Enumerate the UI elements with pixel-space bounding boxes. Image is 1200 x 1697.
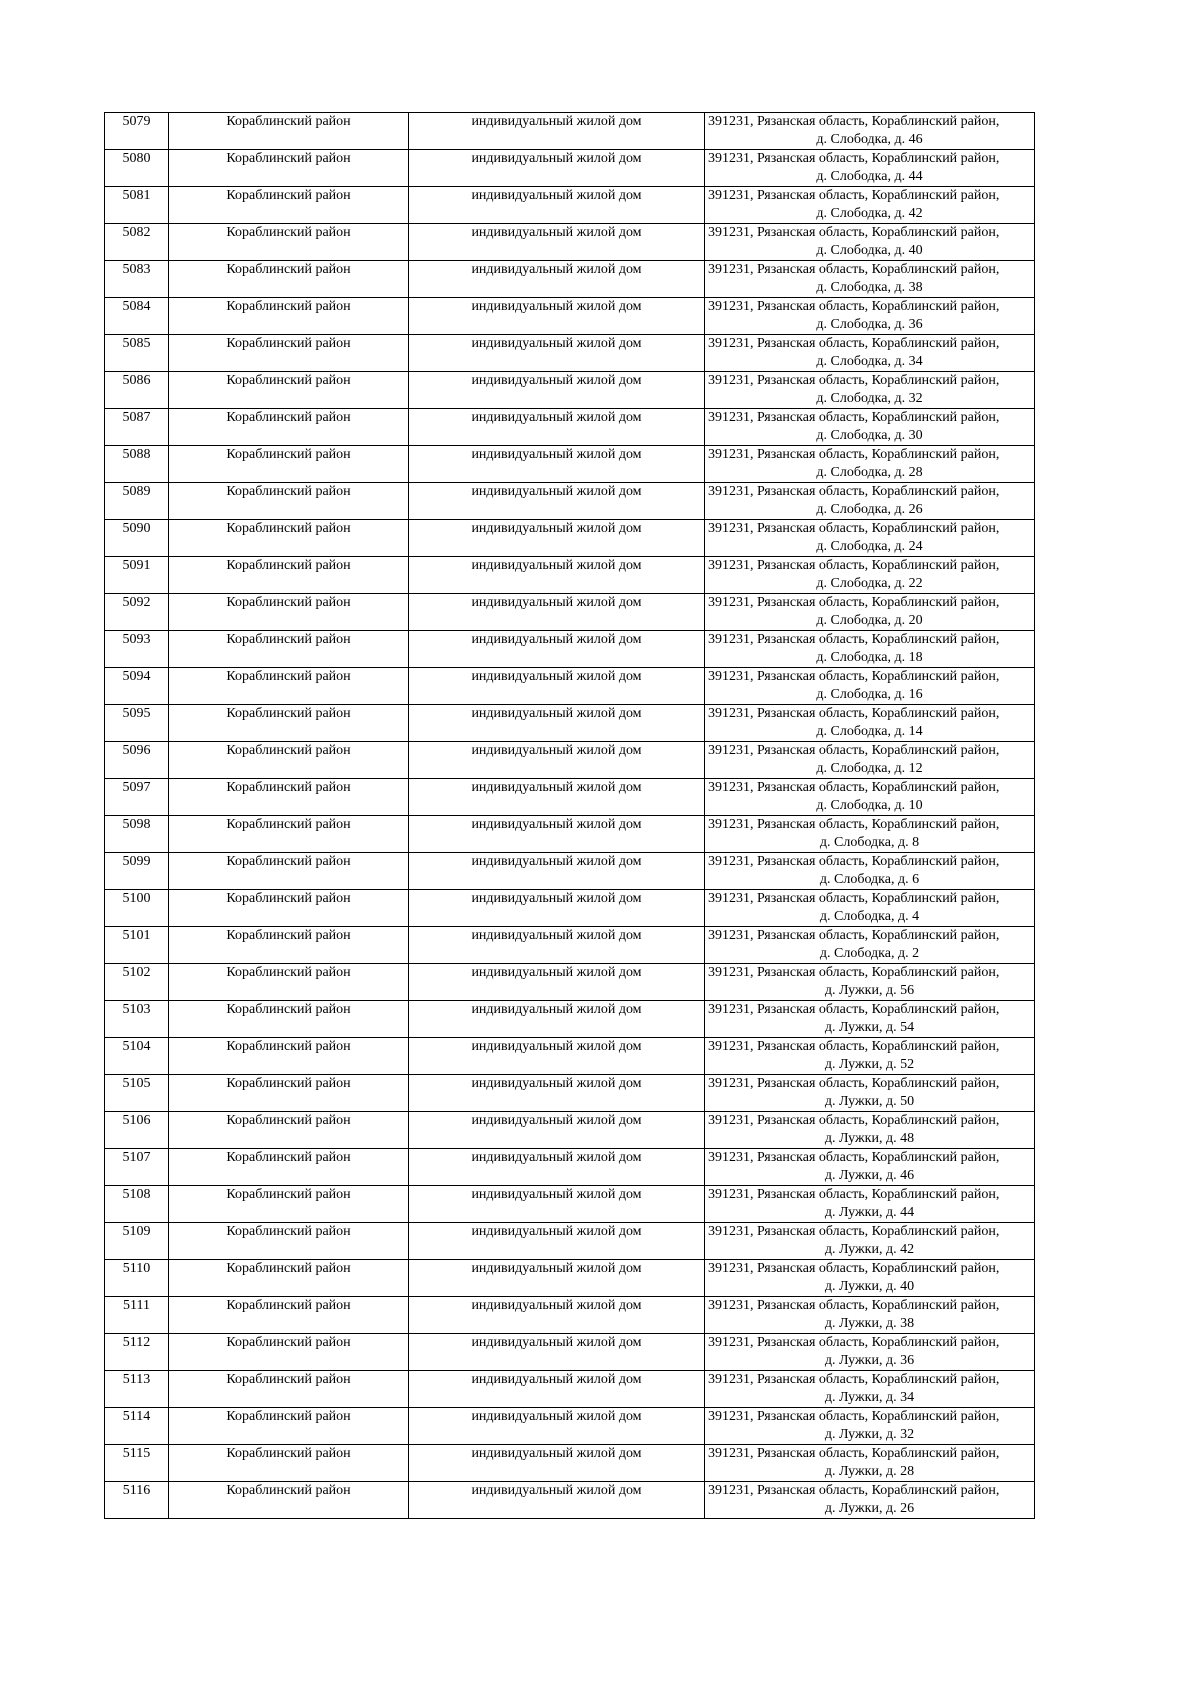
address-line-house: д. Слободка, д. 6: [819, 872, 920, 887]
address-line-house: д. Слободка, д. 2: [819, 946, 920, 961]
row-number-cell: 5109: [105, 1223, 169, 1260]
address-line-house: д. Лужки, д. 36: [824, 1353, 915, 1368]
row-number-cell: 5106: [105, 1112, 169, 1149]
district-cell: Кораблинский район: [169, 1149, 409, 1186]
table-row: [105, 298, 1035, 335]
address-line-region: 391231, Рязанская область, Кораблинский район,: [708, 1409, 1000, 1424]
row-number-cell: 5113: [105, 1371, 169, 1408]
object-type-cell: индивидуальный жилой дом: [409, 446, 705, 483]
object-type-cell: индивидуальный жилой дом: [409, 372, 705, 409]
address-line-house: д. Лужки, д. 52: [824, 1057, 915, 1072]
object-type-cell: индивидуальный жилой дом: [409, 705, 705, 742]
district-cell: Кораблинский район: [169, 113, 409, 150]
table-row: [105, 409, 1035, 446]
table-row: [105, 742, 1035, 779]
address-line-house: д. Слободка, д. 18: [816, 650, 923, 665]
row-number-cell: 5114: [105, 1408, 169, 1445]
row-number-cell: 5091: [105, 557, 169, 594]
object-type-cell: индивидуальный жилой дом: [409, 187, 705, 224]
object-type-cell: индивидуальный жилой дом: [409, 1075, 705, 1112]
address-line-region: 391231, Рязанская область, Кораблинский район,: [708, 706, 1000, 721]
address-line-region: 391231, Рязанская область, Кораблинский район,: [708, 373, 1000, 388]
table-row: [105, 1260, 1035, 1297]
table-row: [105, 113, 1035, 150]
row-number-cell: 5100: [105, 890, 169, 927]
address-line-region: 391231, Рязанская область, Кораблинский район,: [708, 965, 1000, 980]
district-cell: Кораблинский район: [169, 927, 409, 964]
address-line-house: д. Лужки, д. 32: [824, 1427, 915, 1442]
object-type-cell: индивидуальный жилой дом: [409, 298, 705, 335]
table-row: [105, 1038, 1035, 1075]
district-cell: Кораблинский район: [169, 298, 409, 335]
object-type-cell: индивидуальный жилой дом: [409, 1297, 705, 1334]
table-row: [105, 705, 1035, 742]
district-cell: Кораблинский район: [169, 446, 409, 483]
address-line-house: д. Слободка, д. 10: [816, 798, 923, 813]
row-number-cell: 5099: [105, 853, 169, 890]
address-line-region: 391231, Рязанская область, Кораблинский район,: [708, 1224, 1000, 1239]
address-cell: [705, 298, 1035, 335]
object-type-cell: индивидуальный жилой дом: [409, 1186, 705, 1223]
object-type-cell: индивидуальный жилой дом: [409, 150, 705, 187]
row-number-cell: 5096: [105, 742, 169, 779]
address-line-house: д. Слободка, д. 42: [816, 206, 923, 221]
table-row: [105, 557, 1035, 594]
object-type-cell: индивидуальный жилой дом: [409, 927, 705, 964]
address-line-region: 391231, Рязанская область, Кораблинский район,: [708, 1372, 1000, 1387]
address-cell: [705, 187, 1035, 224]
object-type-cell: индивидуальный жилой дом: [409, 520, 705, 557]
district-cell: Кораблинский район: [169, 1297, 409, 1334]
table-row: [105, 150, 1035, 187]
district-cell: Кораблинский район: [169, 1075, 409, 1112]
address-cell: [705, 927, 1035, 964]
row-number-cell: 5107: [105, 1149, 169, 1186]
address-line-house: д. Слободка, д. 44: [816, 169, 923, 184]
address-line-region: 391231, Рязанская область, Кораблинский район,: [708, 817, 1000, 832]
address-line-region: 391231, Рязанская область, Кораблинский район,: [708, 521, 1000, 536]
address-line-house: д. Лужки, д. 46: [824, 1168, 915, 1183]
address-cell: [705, 1445, 1035, 1482]
address-line-region: 391231, Рязанская область, Кораблинский район,: [708, 595, 1000, 610]
address-cell: [705, 1334, 1035, 1371]
object-type-cell: индивидуальный жилой дом: [409, 853, 705, 890]
object-type-cell: индивидуальный жилой дом: [409, 594, 705, 631]
table-row: [105, 1297, 1035, 1334]
object-type-cell: индивидуальный жилой дом: [409, 1445, 705, 1482]
district-cell: Кораблинский район: [169, 372, 409, 409]
address-line-house: д. Лужки, д. 56: [824, 983, 915, 998]
object-type-cell: индивидуальный жилой дом: [409, 409, 705, 446]
table-row: [105, 1334, 1035, 1371]
address-cell: [705, 483, 1035, 520]
object-type-cell: индивидуальный жилой дом: [409, 483, 705, 520]
row-number-cell: 5089: [105, 483, 169, 520]
row-number-cell: 5085: [105, 335, 169, 372]
address-line-house: д. Лужки, д. 34: [824, 1390, 915, 1405]
address-cell: [705, 668, 1035, 705]
object-type-cell: индивидуальный жилой дом: [409, 816, 705, 853]
object-type-cell: индивидуальный жилой дом: [409, 335, 705, 372]
district-cell: Кораблинский район: [169, 779, 409, 816]
address-line-house: д. Лужки, д. 38: [824, 1316, 915, 1331]
address-cell: [705, 261, 1035, 298]
address-line-region: 391231, Рязанская область, Кораблинский район,: [708, 410, 1000, 425]
district-cell: Кораблинский район: [169, 557, 409, 594]
address-line-region: 391231, Рязанская область, Кораблинский район,: [708, 632, 1000, 647]
object-type-cell: индивидуальный жилой дом: [409, 890, 705, 927]
address-line-house: д. Лужки, д. 54: [824, 1020, 915, 1035]
address-line-region: 391231, Рязанская область, Кораблинский район,: [708, 151, 1000, 166]
table-row: [105, 1075, 1035, 1112]
address-line-region: 391231, Рязанская область, Кораблинский район,: [708, 225, 1000, 240]
row-number-cell: 5108: [105, 1186, 169, 1223]
row-number-cell: 5105: [105, 1075, 169, 1112]
object-type-cell: индивидуальный жилой дом: [409, 964, 705, 1001]
district-cell: Кораблинский район: [169, 1445, 409, 1482]
district-cell: Кораблинский район: [169, 150, 409, 187]
row-number-cell: 5080: [105, 150, 169, 187]
address-line-region: 391231, Рязанская область, Кораблинский район,: [708, 114, 1000, 129]
address-cell: [705, 1149, 1035, 1186]
address-line-region: 391231, Рязанская область, Кораблинский район,: [708, 1076, 1000, 1091]
table-row: [105, 446, 1035, 483]
address-cell: [705, 1001, 1035, 1038]
address-cell: [705, 631, 1035, 668]
district-cell: Кораблинский район: [169, 409, 409, 446]
address-line-house: д. Слободка, д. 34: [816, 354, 923, 369]
address-cell: [705, 1371, 1035, 1408]
address-line-house: д. Слободка, д. 40: [816, 243, 923, 258]
district-cell: Кораблинский район: [169, 520, 409, 557]
address-cell: [705, 1297, 1035, 1334]
address-cell: [705, 150, 1035, 187]
row-number-cell: 5110: [105, 1260, 169, 1297]
address-line-region: 391231, Рязанская область, Кораблинский район,: [708, 1446, 1000, 1461]
row-number-cell: 5087: [105, 409, 169, 446]
address-line-house: д. Слободка, д. 38: [816, 280, 923, 295]
district-cell: Кораблинский район: [169, 187, 409, 224]
address-line-region: 391231, Рязанская область, Кораблинский район,: [708, 1335, 1000, 1350]
district-cell: Кораблинский район: [169, 1260, 409, 1297]
address-line-region: 391231, Рязанская область, Кораблинский район,: [708, 1261, 1000, 1276]
address-line-region: 391231, Рязанская область, Кораблинский район,: [708, 1187, 1000, 1202]
row-number-cell: 5101: [105, 927, 169, 964]
table-row: [105, 890, 1035, 927]
table-row: [105, 372, 1035, 409]
district-cell: Кораблинский район: [169, 853, 409, 890]
address-line-region: 391231, Рязанская область, Кораблинский район,: [708, 1150, 1000, 1165]
address-cell: [705, 557, 1035, 594]
address-line-region: 391231, Рязанская область, Кораблинский район,: [708, 1298, 1000, 1313]
table-row: [105, 816, 1035, 853]
address-line-house: д. Слободка, д. 4: [819, 909, 920, 924]
district-cell: Кораблинский район: [169, 631, 409, 668]
object-type-cell: индивидуальный жилой дом: [409, 1149, 705, 1186]
address-line-house: д. Слободка, д. 26: [816, 502, 923, 517]
table-row: [105, 594, 1035, 631]
table-body: [105, 113, 1035, 1519]
address-line-region: 391231, Рязанская область, Кораблинский район,: [708, 928, 1000, 943]
address-line-region: 391231, Рязанская область, Кораблинский район,: [708, 1002, 1000, 1017]
table-row: [105, 853, 1035, 890]
address-line-house: д. Лужки, д. 44: [824, 1205, 915, 1220]
row-number-cell: 5111: [105, 1297, 169, 1334]
address-cell: [705, 964, 1035, 1001]
address-cell: [705, 372, 1035, 409]
address-line-region: 391231, Рязанская область, Кораблинский район,: [708, 188, 1000, 203]
object-type-cell: индивидуальный жилой дом: [409, 1334, 705, 1371]
address-cell: [705, 335, 1035, 372]
address-cell: [705, 1260, 1035, 1297]
address-line-house: д. Слободка, д. 16: [816, 687, 923, 702]
address-line-house: д. Слободка, д. 46: [816, 132, 923, 147]
address-line-region: 391231, Рязанская область, Кораблинский район,: [708, 669, 1000, 684]
table-row: [105, 1001, 1035, 1038]
object-type-cell: индивидуальный жилой дом: [409, 1408, 705, 1445]
address-line-region: 391231, Рязанская область, Кораблинский район,: [708, 743, 1000, 758]
row-number-cell: 5093: [105, 631, 169, 668]
address-line-region: 391231, Рязанская область, Кораблинский район,: [708, 447, 1000, 462]
district-cell: Кораблинский район: [169, 483, 409, 520]
table-row: [105, 261, 1035, 298]
district-cell: Кораблинский район: [169, 1371, 409, 1408]
district-cell: Кораблинский район: [169, 742, 409, 779]
district-cell: Кораблинский район: [169, 1001, 409, 1038]
address-line-house: д. Слободка, д. 24: [816, 539, 923, 554]
district-cell: Кораблинский район: [169, 594, 409, 631]
district-cell: Кораблинский район: [169, 1223, 409, 1260]
row-number-cell: 5116: [105, 1482, 169, 1519]
table-row: [105, 1482, 1035, 1519]
row-number-cell: 5088: [105, 446, 169, 483]
row-number-cell: 5090: [105, 520, 169, 557]
address-cell: [705, 853, 1035, 890]
row-number-cell: 5097: [105, 779, 169, 816]
row-number-cell: 5079: [105, 113, 169, 150]
row-number-cell: 5084: [105, 298, 169, 335]
address-line-house: д. Лужки, д. 48: [824, 1131, 915, 1146]
address-cell: [705, 520, 1035, 557]
address-cell: [705, 705, 1035, 742]
table-row: [105, 1186, 1035, 1223]
address-line-region: 391231, Рязанская область, Кораблинский район,: [708, 854, 1000, 869]
table-row: [105, 779, 1035, 816]
address-line-region: 391231, Рязанская область, Кораблинский район,: [708, 299, 1000, 314]
address-line-house: д. Слободка, д. 36: [816, 317, 923, 332]
address-line-house: д. Слободка, д. 28: [816, 465, 923, 480]
address-cell: [705, 409, 1035, 446]
address-table: [104, 112, 1035, 1519]
address-line-house: д. Слободка, д. 30: [816, 428, 923, 443]
object-type-cell: индивидуальный жилой дом: [409, 113, 705, 150]
row-number-cell: 5086: [105, 372, 169, 409]
address-cell: [705, 890, 1035, 927]
address-cell: [705, 113, 1035, 150]
address-cell: [705, 446, 1035, 483]
table-row: [105, 964, 1035, 1001]
address-cell: [705, 1408, 1035, 1445]
object-type-cell: индивидуальный жилой дом: [409, 1001, 705, 1038]
table-row: [105, 1112, 1035, 1149]
address-line-house: д. Лужки, д. 26: [824, 1501, 915, 1516]
row-number-cell: 5092: [105, 594, 169, 631]
district-cell: Кораблинский район: [169, 1334, 409, 1371]
table-row: [105, 187, 1035, 224]
address-cell: [705, 1482, 1035, 1519]
district-cell: Кораблинский район: [169, 1038, 409, 1075]
table-row: [105, 1223, 1035, 1260]
object-type-cell: индивидуальный жилой дом: [409, 557, 705, 594]
address-line-region: 391231, Рязанская область, Кораблинский район,: [708, 558, 1000, 573]
district-cell: Кораблинский район: [169, 705, 409, 742]
row-number-cell: 5082: [105, 224, 169, 261]
row-number-cell: 5102: [105, 964, 169, 1001]
table-row: [105, 483, 1035, 520]
address-cell: [705, 1186, 1035, 1223]
district-cell: Кораблинский район: [169, 1482, 409, 1519]
address-line-region: 391231, Рязанская область, Кораблинский район,: [708, 891, 1000, 906]
object-type-cell: индивидуальный жилой дом: [409, 1482, 705, 1519]
table-row: [105, 1371, 1035, 1408]
address-line-house: д. Слободка, д. 32: [816, 391, 923, 406]
row-number-cell: 5094: [105, 668, 169, 705]
address-line-house: д. Слободка, д. 8: [819, 835, 920, 850]
address-cell: [705, 779, 1035, 816]
address-cell: [705, 816, 1035, 853]
address-cell: [705, 594, 1035, 631]
address-line-house: д. Лужки, д. 28: [824, 1464, 915, 1479]
object-type-cell: индивидуальный жилой дом: [409, 779, 705, 816]
address-line-house: д. Слободка, д. 12: [816, 761, 923, 776]
object-type-cell: индивидуальный жилой дом: [409, 224, 705, 261]
address-line-region: 391231, Рязанская область, Кораблинский район,: [708, 780, 1000, 795]
district-cell: Кораблинский район: [169, 335, 409, 372]
address-cell: [705, 1223, 1035, 1260]
address-line-house: д. Лужки, д. 42: [824, 1242, 915, 1257]
row-number-cell: 5103: [105, 1001, 169, 1038]
object-type-cell: индивидуальный жилой дом: [409, 1038, 705, 1075]
table-row: [105, 668, 1035, 705]
table-row: [105, 1149, 1035, 1186]
address-cell: [705, 224, 1035, 261]
object-type-cell: индивидуальный жилой дом: [409, 1112, 705, 1149]
object-type-cell: индивидуальный жилой дом: [409, 668, 705, 705]
row-number-cell: 5098: [105, 816, 169, 853]
table-row: [105, 224, 1035, 261]
address-cell: [705, 1112, 1035, 1149]
object-type-cell: индивидуальный жилой дом: [409, 1223, 705, 1260]
address-line-house: д. Лужки, д. 50: [824, 1094, 915, 1109]
district-cell: Кораблинский район: [169, 890, 409, 927]
object-type-cell: индивидуальный жилой дом: [409, 631, 705, 668]
district-cell: Кораблинский район: [169, 1408, 409, 1445]
table-row: [105, 520, 1035, 557]
district-cell: Кораблинский район: [169, 1112, 409, 1149]
district-cell: Кораблинский район: [169, 1186, 409, 1223]
district-cell: Кораблинский район: [169, 668, 409, 705]
address-cell: [705, 1038, 1035, 1075]
row-number-cell: 5104: [105, 1038, 169, 1075]
row-number-cell: 5081: [105, 187, 169, 224]
address-line-region: 391231, Рязанская область, Кораблинский район,: [708, 1483, 1000, 1498]
object-type-cell: индивидуальный жилой дом: [409, 1260, 705, 1297]
address-line-region: 391231, Рязанская область, Кораблинский район,: [708, 336, 1000, 351]
row-number-cell: 5095: [105, 705, 169, 742]
row-number-cell: 5083: [105, 261, 169, 298]
district-cell: Кораблинский район: [169, 224, 409, 261]
district-cell: Кораблинский район: [169, 261, 409, 298]
table-row: [105, 927, 1035, 964]
table-row: [105, 1408, 1035, 1445]
row-number-cell: 5112: [105, 1334, 169, 1371]
address-line-house: д. Слободка, д. 20: [816, 613, 923, 628]
table-row: [105, 1445, 1035, 1482]
address-line-house: д. Слободка, д. 14: [816, 724, 923, 739]
object-type-cell: индивидуальный жилой дом: [409, 1371, 705, 1408]
address-line-region: 391231, Рязанская область, Кораблинский район,: [708, 1039, 1000, 1054]
table-row: [105, 631, 1035, 668]
object-type-cell: индивидуальный жилой дом: [409, 261, 705, 298]
address-line-house: д. Лужки, д. 40: [824, 1279, 915, 1294]
address-line-region: 391231, Рязанская область, Кораблинский район,: [708, 1113, 1000, 1128]
address-line-house: д. Слободка, д. 22: [816, 576, 923, 591]
district-cell: Кораблинский район: [169, 964, 409, 1001]
object-type-cell: индивидуальный жилой дом: [409, 742, 705, 779]
row-number-cell: 5115: [105, 1445, 169, 1482]
address-cell: [705, 1075, 1035, 1112]
address-cell: [705, 742, 1035, 779]
address-line-region: 391231, Рязанская область, Кораблинский район,: [708, 262, 1000, 277]
address-line-region: 391231, Рязанская область, Кораблинский район,: [708, 484, 1000, 499]
table-row: [105, 335, 1035, 372]
district-cell: Кораблинский район: [169, 816, 409, 853]
